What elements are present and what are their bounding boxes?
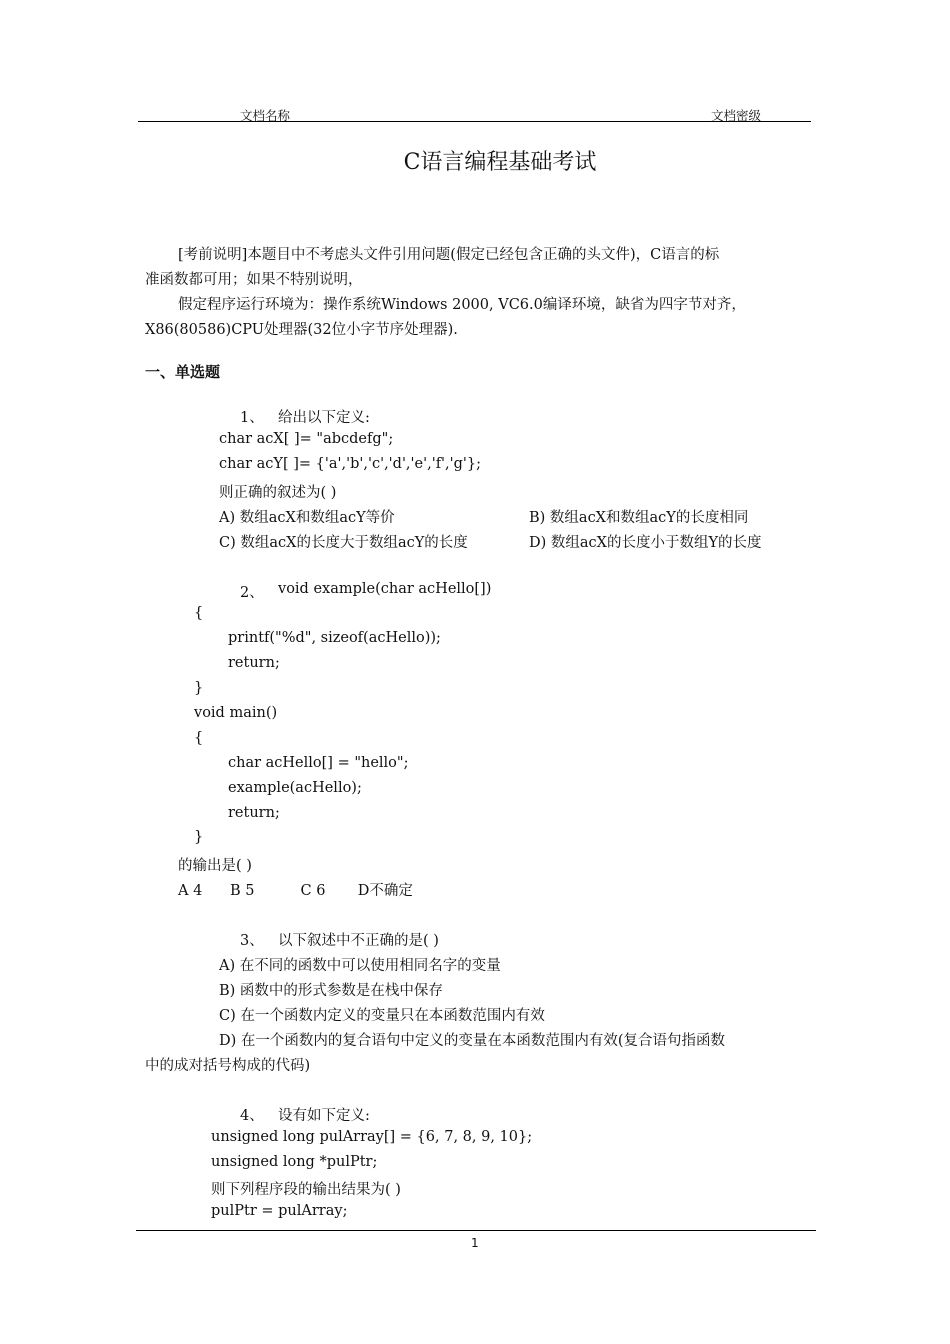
q3-option-a: A) 在不同的函数中可以使用相同名字的变量 — [219, 958, 501, 974]
section-heading: 一、单选题 — [145, 363, 221, 381]
q4-code-1: unsigned long pulArray[] = {6, 7, 8, 9, 10}; — [211, 1129, 533, 1145]
q3-option-d-line-1: D) 在一个函数内的复合语句中定义的变量在本函数范围内有效(复合语句指函数 — [219, 1033, 726, 1049]
q4-number: 4、 — [240, 1108, 264, 1124]
q3-number: 3、 — [240, 933, 264, 949]
q2-code-line-8: example(acHello); — [228, 780, 362, 796]
q3-option-c: C) 在一个函数内定义的变量只在本函数范围内有效 — [219, 1008, 545, 1024]
q2-number: 2、 — [240, 585, 264, 601]
footer-rule — [136, 1230, 816, 1231]
q2-code-line-5: void main() — [194, 705, 278, 721]
page-number: 1 — [471, 1236, 479, 1250]
q2-code-line-9: return; — [228, 805, 280, 821]
q2-code-line-3: return; — [228, 655, 280, 671]
header-doc-level: 文档密级 — [711, 108, 762, 123]
q1-ask: 则正确的叙述为( ) — [219, 485, 337, 501]
intro-line-2: 准函数都可用；如果不特别说明， — [145, 272, 363, 288]
q3-option-d-line-2: 中的成对括号构成的代码) — [145, 1058, 311, 1074]
q2-options: A 4 B 5 C 6 D不确定 — [178, 883, 413, 899]
q2-ask: 的输出是( ) — [178, 858, 252, 874]
q3-option-b: B) 函数中的形式参数是在栈中保存 — [219, 983, 443, 999]
q1-option-b: B) 数组acX和数组acY的长度相同 — [529, 510, 749, 526]
q1-code-2: char acY[ ]= {'a','b','c','d','e','f','g'}; — [219, 456, 482, 472]
intro-line-1: [考前说明]本题目中不考虑头文件引用问题(假定已经包含正确的头文件)，C语言的标 — [178, 247, 720, 263]
q4-code-3: pulPtr = pulArray; — [211, 1203, 348, 1219]
q3-stem: 以下叙述中不正确的是( ) — [278, 933, 439, 949]
intro-line-3: 假定程序运行环境为：操作系统Windows 2000, VC6.0编译环境，缺省为四字节对齐， — [178, 297, 746, 313]
q4-stem: 设有如下定义: — [278, 1108, 370, 1124]
q1-option-c: C) 数组acX的长度大于数组acY的长度 — [219, 535, 468, 551]
q2-code-line-4: } — [194, 680, 204, 696]
q1-code-1: char acX[ ]= "abcdefg"; — [219, 431, 394, 447]
header-doc-name: 文档名称 — [240, 108, 291, 123]
header-rule — [138, 121, 811, 122]
q1-option-d: D) 数组acX的长度小于数组Y的长度 — [529, 535, 762, 551]
q1-number: 1、 — [240, 410, 264, 426]
intro-line-4: X86(80586)CPU处理器(32位小字节序处理器). — [145, 322, 458, 338]
q2-code-line-6: { — [194, 730, 204, 746]
q1-option-a: A) 数组acX和数组acY等价 — [219, 510, 395, 526]
q4-ask: 则下列程序段的输出结果为( ) — [211, 1182, 401, 1198]
q4-code-2: unsigned long *pulPtr; — [211, 1154, 378, 1170]
q2-code-line-7: char acHello[] = "hello"; — [228, 755, 409, 771]
q1-stem: 给出以下定义: — [278, 410, 370, 426]
q2-stem: void example(char acHello[]) — [278, 581, 492, 597]
page-title: C语言编程基础考试 — [403, 150, 597, 175]
q2-code-line-1: { — [194, 605, 204, 621]
q2-code-line-10: } — [194, 829, 204, 845]
q2-code-line-2: printf("%d", sizeof(acHello)); — [228, 630, 441, 646]
